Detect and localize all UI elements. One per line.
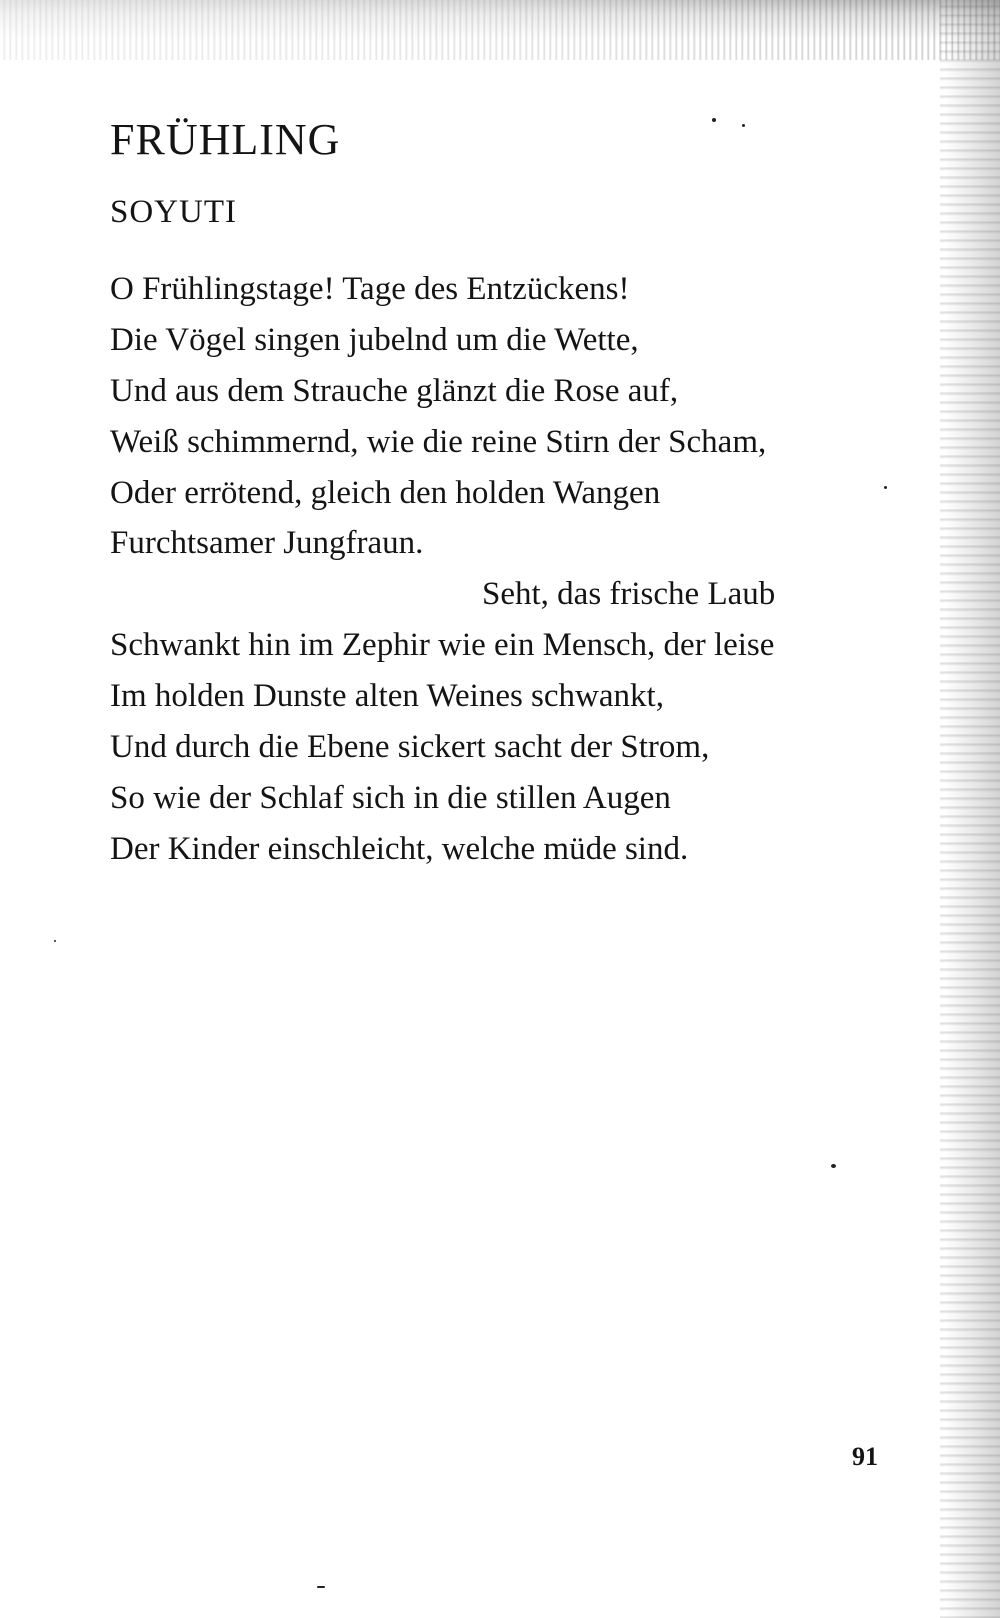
scan-edge-right (940, 0, 1000, 1618)
scan-speck (742, 124, 745, 127)
poem-line: So wie der Schlaf sich in die stillen Augen (110, 779, 671, 816)
poem-line: Seht, das frische Laub (482, 576, 776, 613)
scan-speck (54, 940, 56, 942)
poem-body (110, 264, 910, 875)
poem-title: FRÜHLING (110, 115, 341, 164)
poem-line: Oder errötend, gleich den holden Wangen (110, 474, 661, 511)
page-number: 91 (852, 1442, 878, 1471)
scan-speck (317, 1586, 325, 1588)
poem-line: O Frühlingstage! Tage des Entzückens! (110, 271, 630, 307)
poem-line: Furchtsamer Jungfraun. (110, 525, 424, 562)
poem-line: Und aus dem Strauche glänzt die Rose auf, (110, 372, 679, 409)
scan-speck (831, 1164, 836, 1168)
poem-line: Der Kinder einschleicht, welche müde sind. (110, 830, 689, 867)
poem-line: Und durch die Ebene sickert sacht der Strom, (110, 729, 710, 766)
poem-line: Im holden Dunste alten Weines schwankt, (110, 678, 664, 715)
scan-speck (712, 118, 716, 122)
scan-speck (884, 486, 887, 489)
poem-line: Weiß schimmernd, wie die reine Stirn der Scham, (110, 423, 767, 460)
poem-line: Schwankt hin im Zephir wie ein Mensch, der leise (110, 627, 775, 664)
poem-author: SOYUTI (110, 194, 237, 230)
poem-line: Die Vögel singen jubelnd um die Wette, (110, 321, 639, 358)
scan-edge-top (0, 0, 1000, 60)
